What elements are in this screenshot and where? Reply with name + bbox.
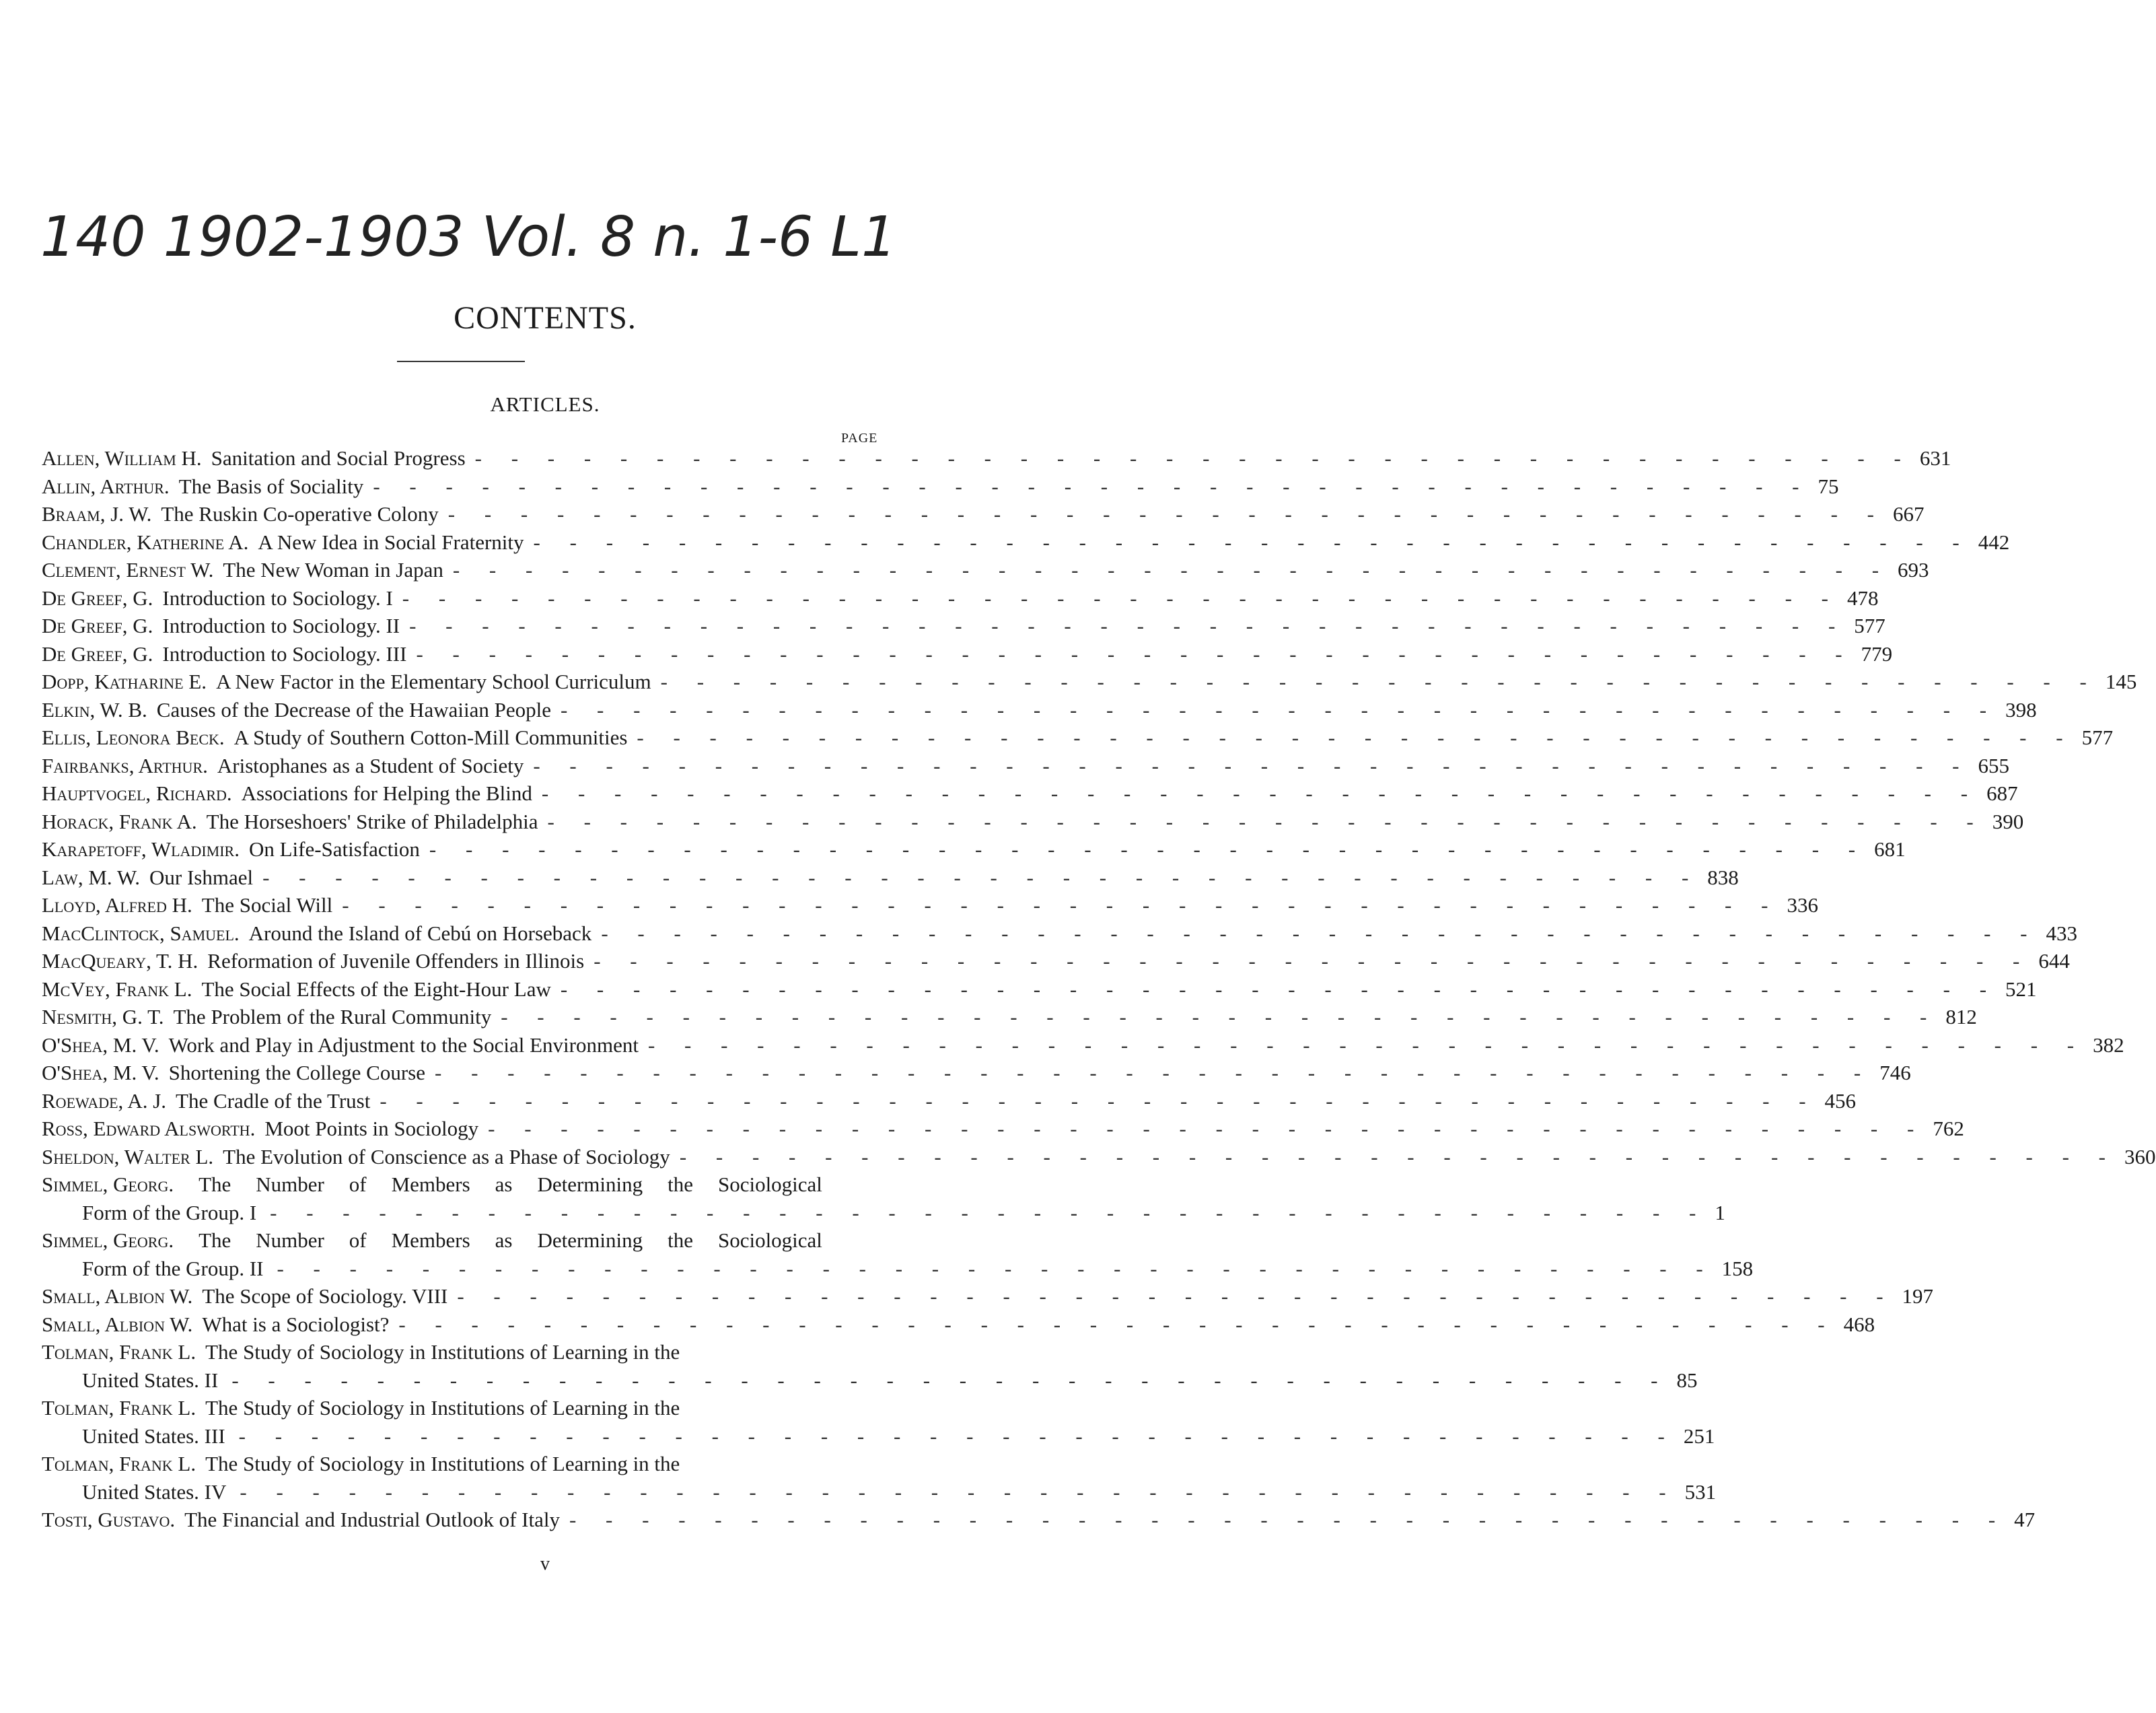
entry-author: Ellis, Leonora Beck.: [42, 726, 225, 749]
entry-page-number: 478: [1846, 586, 1879, 610]
entry-page-number: 693: [1898, 558, 1929, 582]
dot-leaders: - - - - - - - - - - - - - - - - - - - - - - - - - - - - - - - - - - - - - - - -: [501, 1005, 1939, 1028]
entry-title-word: Number: [256, 1228, 324, 1252]
entry-author: Allin, Arthur.: [42, 474, 170, 498]
dot-leaders: - - - - - - - - - - - - - - - - - - - - - - - - - - - - - - - - - - - - - - - -: [447, 502, 1886, 526]
dot-leaders: - - - - - - - - - - - - - - - - - - - - - - - - - - - - - - - - - - - - - - - -: [429, 837, 1868, 861]
entry-text: [42, 668, 651, 696]
toc-entry: [42, 1282, 1934, 1310]
entry-title-continuation: Form of the Group. I: [82, 1200, 257, 1224]
dot-leaders: - - - - - - - - - - - - - - - - - - - - - - - - - - - - - - - - - - - - - - - -: [541, 781, 1980, 805]
dot-leaders: - - - - - - - - - - - - - - - - - - - - - - - - - - - - - - - - - - - - - - - -: [238, 1424, 1677, 1448]
entry-title: Work and Play in Adjustment to the Social Environment: [168, 1033, 639, 1057]
dot-leaders: - - - - - - - - - - - - - - - - - - - - - - - - - - - - - - - - - - - - - - - -: [380, 1088, 1818, 1113]
entry-title-word: Sociological: [717, 1173, 822, 1196]
entry-title: The Evolution of Conscience as a Phase of Sociology: [223, 1144, 670, 1168]
entry-page-number: 521: [2005, 977, 2037, 1001]
toc-entry: [42, 724, 2114, 752]
entry-author: Clement, Ernest W.: [42, 558, 214, 582]
entry-page-number: 442: [1978, 530, 2010, 554]
toc-entry: [42, 528, 2010, 557]
entry-text: [42, 975, 551, 1004]
page-title: CONTENTS.: [454, 300, 637, 336]
entry-page-number: 85: [1676, 1368, 1698, 1392]
entry-title-continuation: United States. III: [82, 1424, 225, 1448]
entry-title-word: The: [199, 1173, 231, 1196]
entry-author: Small, Albion W.: [42, 1312, 193, 1336]
entry-author: Lloyd, Alfred H.: [42, 893, 192, 917]
dot-leaders: - - - - - - - - - - - - - - - - - - - - - - - - - - - - - - - - - - - - - - - -: [601, 921, 2040, 945]
entry-text: [42, 500, 439, 528]
toc-entry-multiline: [42, 1450, 1717, 1506]
toc-entry: [42, 808, 2024, 836]
entry-title: A Study of Southern Cotton-Mill Communities: [233, 726, 628, 749]
entry-text: [42, 1003, 491, 1031]
entry-page-number: 433: [2046, 921, 2077, 945]
entry-text: [42, 1310, 389, 1339]
toc-entry: [42, 1059, 1911, 1087]
dot-leaders: - - - - - - - - - - - - - - - - - - - - - - - - - - - - - - - - - - - - - - - -: [569, 1508, 2008, 1531]
toc-entry-multiline: [42, 1338, 1698, 1394]
entry-title: Aristophanes as a Student of Society: [217, 753, 524, 777]
entry-title: Our Ishmael: [149, 865, 254, 889]
entry-page-number: 812: [1945, 1005, 1977, 1028]
dot-leaders: - - - - - - - - - - - - - - - - - - - - - - - - - - - - - - - - - - - - - - - -: [560, 977, 1999, 1001]
entry-title: Reformation of Juvenile Offenders in Illinois: [207, 949, 585, 973]
entry-author: Horack, Frank A.: [42, 809, 197, 833]
entry-title: The Scope of Sociology. VIII: [202, 1284, 448, 1308]
entry-title-word: of: [349, 1173, 367, 1196]
entry-page-number: 158: [1721, 1256, 1754, 1280]
entry-title-word: The: [199, 1228, 231, 1252]
entry-text: [42, 584, 393, 613]
entry-author: Tolman, Frank L.: [42, 1340, 196, 1364]
entry-author: Sheldon, Walter L.: [42, 1144, 214, 1168]
entry-continuation-line: [42, 1422, 1715, 1450]
dot-leaders: - - - - - - - - - - - - - - - - - - - - - - - - - - - - - - - - - - - - - - - -: [488, 1117, 1927, 1140]
entry-author: O'Shea, M. V.: [42, 1061, 159, 1084]
entry-page-number: 47: [2014, 1508, 2036, 1531]
entry-page-number: 631: [1919, 446, 1951, 470]
entry-author: Hauptvogel, Richard.: [42, 781, 232, 805]
entry-page-number: 655: [1978, 753, 2010, 777]
entry-page-number: 838: [1707, 865, 1739, 889]
entry-text: [42, 947, 584, 975]
toc-entry: [42, 1003, 1977, 1031]
contents-list: [42, 444, 2156, 1534]
entry-page-number: 687: [1986, 781, 2018, 805]
toc-entry: [42, 864, 1739, 892]
entry-text: [42, 1506, 560, 1534]
entry-author: Nesmith, G. T.: [42, 1005, 164, 1028]
entry-page-number: 681: [1874, 837, 1906, 861]
entry-title-word: as: [495, 1228, 513, 1252]
entry-title-word: the: [668, 1228, 693, 1252]
entry-text: [42, 1115, 478, 1143]
entry-title: Causes of the Decrease of the Hawaiian People: [156, 697, 551, 722]
entry-text: [42, 919, 591, 948]
entry-first-line: [42, 1450, 822, 1478]
toc-entry: [42, 1115, 1964, 1143]
title-divider: [397, 361, 525, 362]
entry-page-number: 456: [1824, 1088, 1857, 1113]
entry-author: Tolman, Frank L.: [42, 1452, 196, 1475]
toc-entry-multiline: [42, 1394, 1715, 1450]
toc-entry: [42, 640, 1893, 668]
dot-leaders: - - - - - - - - - - - - - - - - - - - - - - - - - - - - - - - - - - - - - - - -: [240, 1479, 1678, 1504]
entry-text: [42, 864, 253, 892]
entry-page-number: 336: [1787, 893, 1818, 917]
dot-leaders: - - - - - - - - - - - - - - - - - - - - - - - - - - - - - - - - - - - - - - - -: [647, 1033, 2087, 1057]
dot-leaders: - - - - - - - - - - - - - - - - - - - - - - - - - - - - - - - - - - - - - - - -: [547, 809, 1986, 833]
entry-text: [42, 1143, 670, 1171]
entry-title-continuation: United States. IV: [82, 1479, 227, 1504]
toc-entry: [42, 473, 1839, 501]
dot-leaders: - - - - - - - - - - - - - - - - - - - - - - - - - - - - - - - - - - - - - - - -: [533, 530, 1972, 554]
toc-entry: [42, 947, 2070, 975]
dot-leaders: - - - - - - - - - - - - - - - - - - - - - - - - - - - - - - - - - - - - - - - -: [277, 1256, 1715, 1280]
entry-author: Elkin, W. B.: [42, 697, 147, 722]
entry-text: [42, 1087, 370, 1115]
entry-author: Small, Albion W.: [42, 1284, 193, 1308]
entry-title: The Study of Sociology in Institutions of Learning in the: [205, 1452, 680, 1475]
entry-text: [42, 724, 627, 752]
entry-text: [42, 808, 538, 836]
toc-entry: [42, 975, 2037, 1004]
entry-title: A New Idea in Social Fraternity: [258, 530, 524, 554]
toc-entry: [42, 1310, 1875, 1339]
entry-title: Introduction to Sociology. II: [162, 614, 400, 637]
entry-page-number: 75: [1818, 474, 1839, 498]
entry-page-number: 145: [2105, 670, 2137, 693]
entry-title: Associations for Helping the Blind: [241, 781, 532, 805]
entry-page-number: 531: [1684, 1479, 1717, 1504]
entry-text: [42, 556, 443, 584]
entry-title: The Horseshoers' Strike of Philadelphia: [206, 809, 538, 833]
entry-author: O'Shea, M. V.: [42, 1033, 159, 1057]
dot-leaders: - - - - - - - - - - - - - - - - - - - - - - - - - - - - - - - - - - - - - - - -: [594, 949, 2032, 973]
entry-title: What is a Sociologist?: [202, 1312, 390, 1336]
entry-author: Simmel, Georg.: [42, 1228, 174, 1252]
toc-entry: [42, 891, 1818, 919]
entry-author: Roewade, A. J.: [42, 1088, 167, 1113]
entry-text: [42, 640, 406, 668]
toc-entry: [42, 584, 1879, 613]
toc-entry: [42, 696, 2037, 724]
entry-title-word: as: [495, 1173, 513, 1196]
dot-leaders: - - - - - - - - - - - - - - - - - - - - - - - - - - - - - - - - - - - - - - - -: [660, 670, 2099, 693]
entry-title: Introduction to Sociology. III: [162, 641, 407, 666]
entry-title: Around the Island of Cebú on Horseback: [248, 921, 592, 945]
handwritten-call-number: [40, 195, 1063, 276]
entry-title: The Problem of the Rural Community: [173, 1005, 492, 1028]
toc-entry-multiline: [42, 1170, 1725, 1226]
entry-title: The Cradle of the Trust: [176, 1088, 371, 1113]
entry-title-continuation: United States. II: [82, 1368, 219, 1392]
entry-author: Dopp, Katharine E.: [42, 670, 207, 693]
dot-leaders: - - - - - - - - - - - - - - - - - - - - - - - - - - - - - - - - - - - - - - - -: [452, 558, 1892, 582]
entry-page-number: 398: [2005, 697, 2037, 722]
entry-text: [42, 528, 524, 557]
entry-page-number: 746: [1879, 1061, 1911, 1084]
entry-author: De Greef, G.: [42, 641, 153, 666]
entry-continuation-line: [42, 1199, 1725, 1227]
toc-entry: [42, 1087, 1857, 1115]
entry-first-line: [42, 1226, 822, 1255]
entry-author: Chandler, Katherine A.: [42, 530, 249, 554]
entry-author: MacQueary, T. H.: [42, 949, 199, 973]
page-folio: v: [540, 1553, 550, 1574]
entry-title: The Study of Sociology in Institutions of Learning in the: [205, 1396, 680, 1420]
entry-title: Introduction to Sociology. I: [162, 586, 393, 610]
dot-leaders: - - - - - - - - - - - - - - - - - - - - - - - - - - - - - - - - - - - - - - - -: [457, 1284, 1896, 1308]
entry-text: [42, 612, 400, 640]
toc-entry-multiline: [42, 1226, 1754, 1282]
entry-text: [42, 1031, 639, 1059]
entry-author: Tolman, Frank L.: [42, 1396, 196, 1420]
dot-leaders: - - - - - - - - - - - - - - - - - - - - - - - - - - - - - - - - - - - - - - - -: [402, 586, 1840, 610]
toc-entry: [42, 556, 1929, 584]
section-heading: ARTICLES.: [490, 392, 600, 416]
entry-title: Sanitation and Social Progress: [211, 446, 466, 470]
entry-author: McVey, Frank L.: [42, 977, 192, 1001]
dot-leaders: - - - - - - - - - - - - - - - - - - - - - - - - - - - - - - - - - - - - - - - -: [409, 614, 1848, 637]
entry-title-word: Number: [256, 1173, 324, 1196]
dot-leaders: - - - - - - - - - - - - - - - - - - - - - - - - - - - - - - - - - - - - - - - -: [474, 446, 1913, 470]
entry-page-number: 779: [1861, 641, 1893, 666]
entry-first-line: [42, 1170, 822, 1199]
entry-page-number: 667: [1892, 502, 1925, 526]
entry-title: The Social Will: [201, 893, 333, 917]
entry-author: Allen, William H.: [42, 446, 202, 470]
entry-title-word: Determining: [537, 1228, 643, 1252]
toc-entry: [42, 500, 1925, 528]
entry-page-number: 762: [1933, 1117, 1964, 1140]
entry-title-continuation: Form of the Group. II: [82, 1256, 264, 1280]
toc-entry: [42, 444, 1951, 473]
entry-title: A New Factor in the Elementary School Curriculum: [216, 670, 651, 693]
toc-entry: [42, 1143, 2156, 1171]
entry-title: The Financial and Industrial Outlook of Italy: [184, 1508, 560, 1531]
toc-entry: [42, 835, 1906, 864]
entry-page-number: 251: [1683, 1424, 1715, 1448]
toc-entry: [42, 612, 1885, 640]
entry-author: De Greef, G.: [42, 614, 153, 637]
entry-page-number: 197: [1902, 1284, 1934, 1308]
entry-author: Simmel, Georg.: [42, 1173, 174, 1196]
entry-first-line: [42, 1338, 822, 1366]
entry-page-number: 382: [2093, 1033, 2124, 1057]
entry-continuation-line: [42, 1255, 1754, 1283]
entry-page-number: 577: [1854, 614, 1885, 637]
dot-leaders: - - - - - - - - - - - - - - - - - - - - - - - - - - - - - - - - - - - - - - - -: [560, 697, 1999, 722]
entry-text: [42, 779, 532, 808]
entry-author: Karapetoff, Wladimir.: [42, 837, 240, 861]
toc-entry: [42, 919, 2077, 948]
entry-title-word: Members: [391, 1173, 470, 1196]
entry-text: [42, 444, 466, 473]
entry-author: Tosti, Gustavo.: [42, 1508, 176, 1531]
handwritten-note-text: 140 1902-1903 Vol. 8 n. 1-6 L1: [40, 205, 897, 269]
dot-leaders: - - - - - - - - - - - - - - - - - - - - - - - - - - - - - - - - - - - - - - - -: [533, 753, 1972, 777]
dot-leaders: - - - - - - - - - - - - - - - - - - - - - - - - - - - - - - - - - - - - - - - -: [435, 1061, 1873, 1084]
entry-text: [42, 696, 551, 724]
entry-author: Law, M. W.: [42, 865, 140, 889]
dot-leaders: - - - - - - - - - - - - - - - - - - - - - - - - - - - - - - - - - - - - - - - -: [416, 641, 1855, 666]
entry-title: The Social Effects of the Eight-Hour Law: [201, 977, 551, 1001]
entry-author: Ross, Edward Alsworth.: [42, 1117, 256, 1140]
entry-title: The Ruskin Co-operative Colony: [161, 502, 439, 526]
entry-page-number: 390: [1992, 809, 2024, 833]
dot-leaders: - - - - - - - - - - - - - - - - - - - - - - - - - - - - - - - - - - - - - - - -: [679, 1144, 2118, 1168]
entry-continuation-line: [42, 1366, 1698, 1395]
entry-page-number: 1: [1715, 1200, 1725, 1224]
entry-text: [42, 891, 332, 919]
entry-title: The Basis of Sociality: [178, 474, 364, 498]
entry-page-number: 360: [2124, 1144, 2156, 1168]
entry-text: [42, 835, 420, 864]
entry-title: Shortening the College Course: [168, 1061, 425, 1084]
entry-page-number: 577: [2081, 726, 2114, 749]
toc-entry: [42, 1506, 2036, 1534]
dot-leaders: - - - - - - - - - - - - - - - - - - - - - - - - - - - - - - - - - - - - - - - -: [262, 865, 1701, 889]
entry-title-word: the: [668, 1173, 693, 1196]
toc-entry: [42, 668, 2137, 696]
dot-leaders: - - - - - - - - - - - - - - - - - - - - - - - - - - - - - - - - - - - - - - - -: [270, 1200, 1709, 1224]
entry-title: Moot Points in Sociology: [264, 1117, 479, 1140]
entry-text: [42, 1059, 425, 1087]
entry-title-word: Sociological: [717, 1228, 822, 1252]
entry-continuation-line: [42, 1478, 1717, 1506]
entry-title: The Study of Sociology in Institutions of Learning in the: [205, 1340, 680, 1364]
entry-text: [42, 752, 524, 780]
entry-title: The New Woman in Japan: [223, 558, 443, 582]
dot-leaders: - - - - - - - - - - - - - - - - - - - - - - - - - - - - - - - - - - - - - - - -: [637, 726, 2075, 749]
entry-page-number: 468: [1843, 1312, 1875, 1336]
entry-author: Fairbanks, Arthur.: [42, 753, 208, 777]
entry-text: [42, 473, 363, 501]
entry-first-line: [42, 1394, 822, 1422]
entry-title-word: of: [349, 1228, 367, 1252]
entry-title: On Life-Satisfaction: [248, 837, 420, 861]
entry-title-word: Members: [391, 1228, 470, 1252]
entry-author: Braam, J. W.: [42, 502, 152, 526]
entry-author: De Greef, G.: [42, 586, 153, 610]
dot-leaders: - - - - - - - - - - - - - - - - - - - - - - - - - - - - - - - - - - - - - - - -: [373, 474, 1811, 498]
page-column-heading: PAGE: [841, 431, 878, 446]
dot-leaders: - - - - - - - - - - - - - - - - - - - - - - - - - - - - - - - - - - - - - - - -: [231, 1368, 1670, 1392]
entry-author: MacClintock, Samuel.: [42, 921, 240, 945]
dot-leaders: - - - - - - - - - - - - - - - - - - - - - - - - - - - - - - - - - - - - - - - -: [398, 1312, 1837, 1336]
dot-leaders: - - - - - - - - - - - - - - - - - - - - - - - - - - - - - - - - - - - - - - - -: [342, 893, 1781, 917]
entry-title-word: Determining: [537, 1173, 643, 1196]
toc-entry: [42, 752, 2010, 780]
entry-text: [42, 1282, 447, 1310]
toc-entry: [42, 1031, 2124, 1059]
toc-entry: [42, 779, 2018, 808]
entry-page-number: 644: [2038, 949, 2070, 973]
